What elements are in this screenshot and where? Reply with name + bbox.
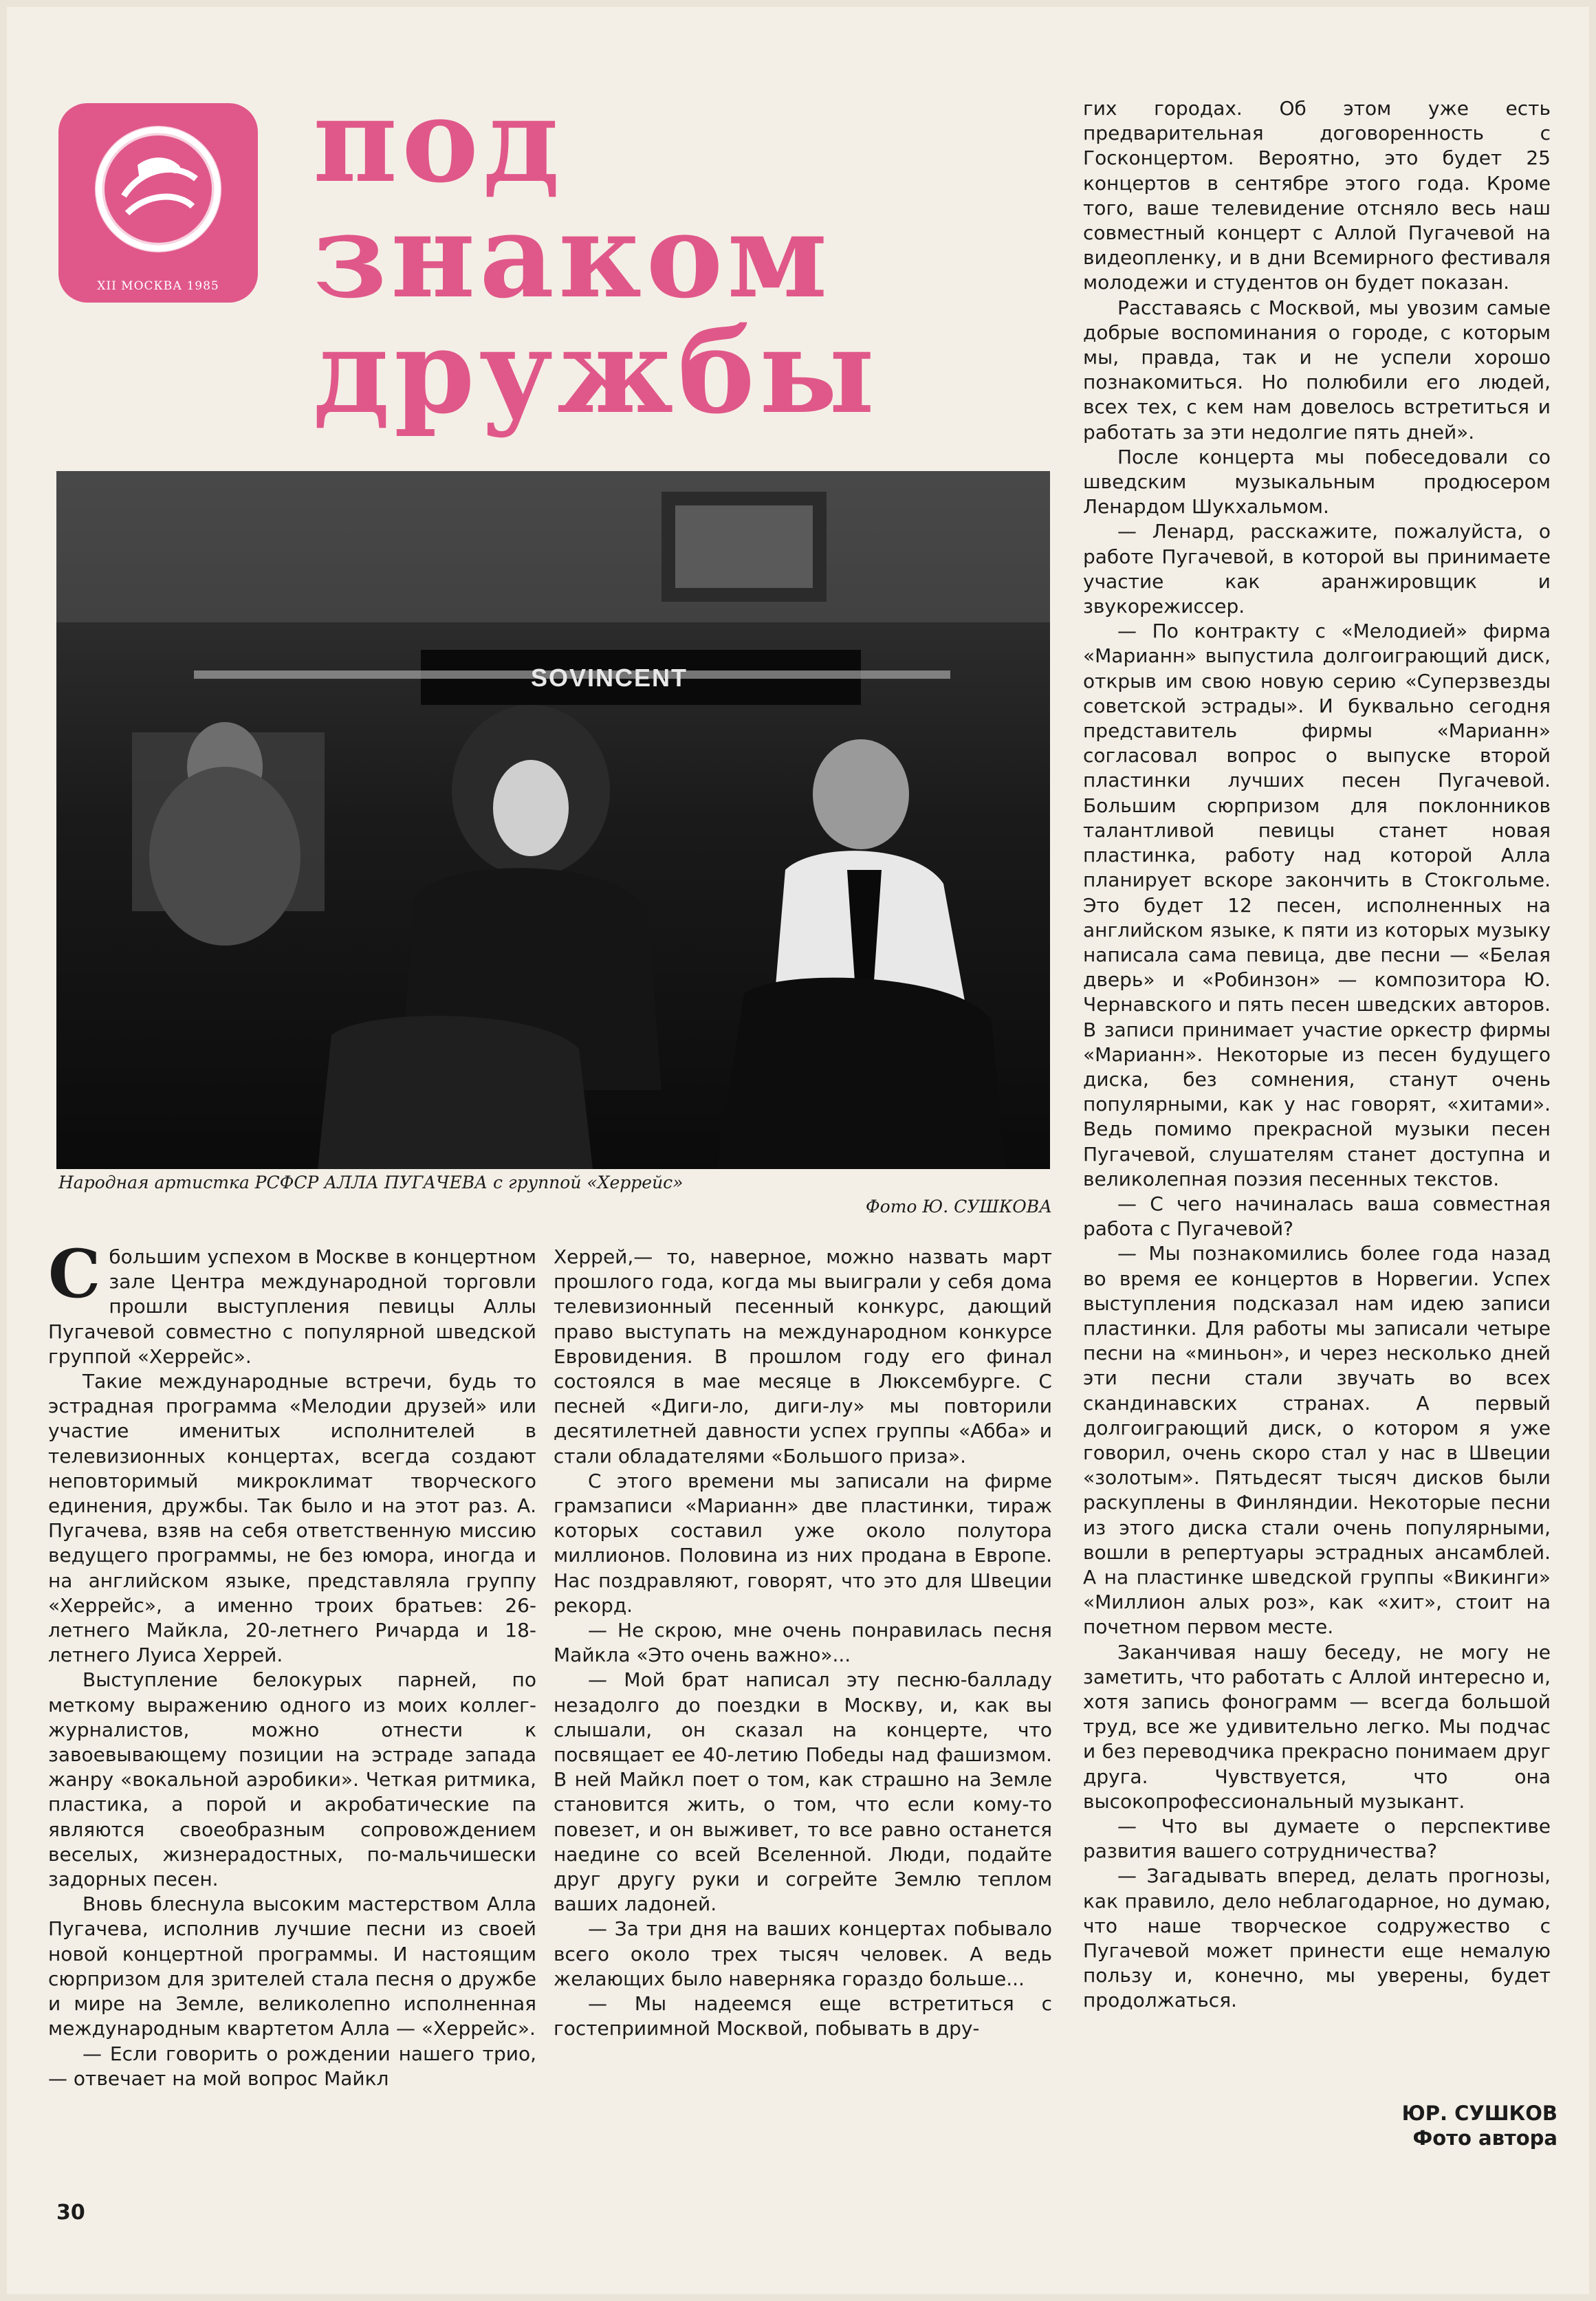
article-title: [313, 72, 1035, 439]
paragraph: — Загадывать вперед, делать прогнозы, как правило, дело неблагодарное, но думаю, что наше творческое содружество с Пугачевой может принести еще немалую пользу и, конечно, мы уверены, будет продолжаться.: [1083, 1864, 1551, 2012]
title-line-1: под: [313, 72, 564, 208]
title-line-2: знаком: [313, 188, 832, 324]
stage-scene-image: [56, 471, 1050, 1169]
paragraph: Расставаясь с Москвой, мы увозим самые добрые воспоминания о городе, с которым мы, правда, так и не успели хорошо познакомиться. Но полюбили его людей, всех тех, с кем нам довелось встретиться и работать за эти недолгие пять дней».: [1083, 296, 1551, 444]
paragraph: — С чего начиналась ваша совместная работа с Пугачевой?: [1083, 1192, 1551, 1241]
page-number: 30: [56, 2201, 85, 2225]
article-column-1: [48, 1235, 536, 2091]
festival-flower-icon: [58, 103, 258, 303]
photo-credit: Фото Ю. СУШКОВА: [865, 1197, 1052, 1217]
photo-by-author: Фото автора: [1412, 2126, 1557, 2150]
paragraph: После концерта мы побеседовали со шведским музыкальным продюсером Ленардом Шукхальмом.: [1083, 445, 1551, 519]
paragraph: — По контракту с «Мелодией» фирма «Марианн» выпустила долгоиграющий диск, открыв им свою новую серию «Суперзвезды советской эстрады». И буквально сегодня представитель фирмы «Марианн» согласовал вопрос о выпуске второй пластинки лучших песен Пугачевой. Большим сюрпризом для поклонников талантливой певицы станет новая пластинка, работу над которой Алла планирует вскоре закончить в Стокгольме. Это будет 12 песен, исполненных на английском языке, к пяти из которых музыку написала сама певица, две песни — «Белая дверь» и «Робинзон» — композитора Ю. Чернавского и пять песен шведских авторов. В записи принимает участие оркестр фирмы «Марианн». Некоторые из песен будущего диска, без сомнения, станут очень популярными, как у нас говорят, «хитами». Ведь помимо прекрасной музыки песен Пугачевой, слушателям станет доступна и великолепная поэзия песенных текстов.: [1083, 620, 1551, 1190]
paragraph: — Что вы думаете о перспективе развития вашего сотрудничества?: [1083, 1815, 1551, 1863]
paragraph: — Мы познакомились более года назад во время ее концертов в Норвегии. Успех выступления подсказал нам идею записи пластинки. Для работы мы записали четыре песни на «миньон», и через несколько дней эти песни стали звучать во всех скандинавских странах. А первый долгоиграющий диск, о котором я уже говорил, очень скоро стал у нас в Швеции «золотым». Пятьдесят тысяч дисков были раскуплены в Финляндии. Некоторые песни из этого диска стали очень популярными, вошли в репертуары эстрадных ансамблей. А на пластинке шведской группы «Викинги» «Миллион алых роз», как «хит», стоит на почетном первом месте.: [1083, 1242, 1551, 1639]
author-signature: [1289, 2101, 1557, 2150]
article-column-3: [1083, 96, 1551, 2014]
paragraph: Херрей,— то, наверное, можно назвать март прошлого года, когда мы выиграли у себя дома телевизионный песенный конкурс, дающий право выступать на международном конкурсе Евровидения. В прошлом году его финал состоялся в мае месяце в Люксембурге. С песней «Диги-ло, диги-лу» мы повторили десятилетней давности успех группы «Абба» и стали обладателями «Большого приза».: [554, 1245, 1052, 1468]
paragraph: Такие международные встречи, будь то эстрадная программа «Мелодии друзей» или участие именитых исполнителей в телевизионных концертах, всегда создают неповторимый микроклимат творческого единения, дружбы. Так было и на этот раз. А. Пугачева, взяв на себя ответственную миссию ведущего программы, не без юмора, иногда и на английском языке, представляла группу «Херрейс», а именно троих братьев: 26-летнего Майкла, 20-летнего Ричарда и 18-летнего Луиса Херрей.: [48, 1370, 536, 1667]
paragraph: [48, 1235, 536, 1369]
paragraph: гих городах. Об этом уже есть предварительная договоренность с Госконцертом. Вероятно, это будет 25 концертов в сентябре этого года. Кроме того, ваше телевидение отсняло весь наш совместный концерт с Аллой Пугачевой на видеопленку, и в дни Всемирного фестиваля молодежи и студентов он будет показан.: [1083, 97, 1551, 294]
paragraph: — За три дня на ваших концертах побывало всего около трех тысяч человек. А ведь желающих было наверняка гораздо больше...: [554, 1917, 1052, 1990]
paragraph: Выступление белокурых парней, по меткому выражению одного из моих коллег-журналистов, можно отнести к завоевывающему позиции на эстраде запада жанру «вокальной аэробики». Четкая ритмика, пластика, а порой и акробатические па являются своеобразным сопровождением веселых, жизнерадостных, по-мальчишески задорных песен.: [48, 1668, 536, 1891]
emblem-caption: XII МОСКВА 1985: [97, 279, 219, 293]
photo-caption: Народная артистка РСФСР АЛЛА ПУГАЧЕВА с группой «Херрейс»: [58, 1173, 684, 1192]
festival-emblem: [58, 103, 258, 303]
paragraph: Вновь блеснула высоким мастерством Алла Пугачева, исполнив лучшие песни из своей новой концертной программы. И настоящим сюрпризом для зрителей стала песня о дружбе и мире на Земле, великолепно исполненная международным квартетом Алла — «Херрейс».: [48, 1893, 536, 2040]
paragraph: — Ленард, расскажите, пожалуйста, о работе Пугачевой, в которой вы принимаете участие как аранжировщик и звукорежиссер.: [1083, 520, 1551, 618]
paragraph: — Если говорить о рождении нашего трио,— отвечает на мой вопрос Майкл: [48, 2042, 536, 2090]
paragraph: — Мы надеемся еще встретиться с гостеприимной Москвой, побывать в дру-: [554, 1992, 1052, 2040]
paragraph: — Не скрою, мне очень понравилась песня Майкла «Это очень важно»...: [554, 1619, 1052, 1667]
paragraph-text: большим успехом в Москве в концертном зале Центра международной торговли прошли выступления певицы Аллы Пугачевой совместно с популярной шведской группой «Херрейс».: [48, 1245, 536, 1368]
concert-photo: [56, 471, 1050, 1169]
paragraph: С этого времени мы записали на фирме грамзаписи «Марианн» две пластинки, тираж которых составил уже около полутора миллионов. Половина из них продана в Европе. Нас поздравляют, говорят, что это для Швеции рекорд.: [554, 1469, 1052, 1617]
paragraph: Заканчивая нашу беседу, не могу не заметить, что работать с Аллой интересно и, хотя запись фонограмм — всегда большой труд, все же удивительно легко. Мы подчас и без переводчика прекрасно понимаем друг друга. Чувствуется, что она высокопрофессиональный музыкант.: [1083, 1640, 1551, 1813]
article-column-2: [554, 1245, 1052, 2042]
author-name: ЮР. СУШКОВ: [1401, 2102, 1557, 2125]
paragraph: — Мой брат написал эту песню-балладу незадолго до поездки в Москву, и, как вы слышали, он сказал на концерте, что посвящает ее 40-летию Победы над фашизмом. В ней Майкл поет о том, как страшно на Земле становится жить, о том, что если кому-то повезет, и он выживет, то все равно останется наедине со всей Вселенной. Люди, подайте друг другу руки и согрейте Землю теплом ваших ладоней.: [554, 1668, 1052, 1916]
drop-cap: С: [48, 1235, 101, 1313]
stage-banner-text: SOVINCENT: [531, 664, 688, 692]
title-line-3: дружбы: [313, 303, 879, 439]
